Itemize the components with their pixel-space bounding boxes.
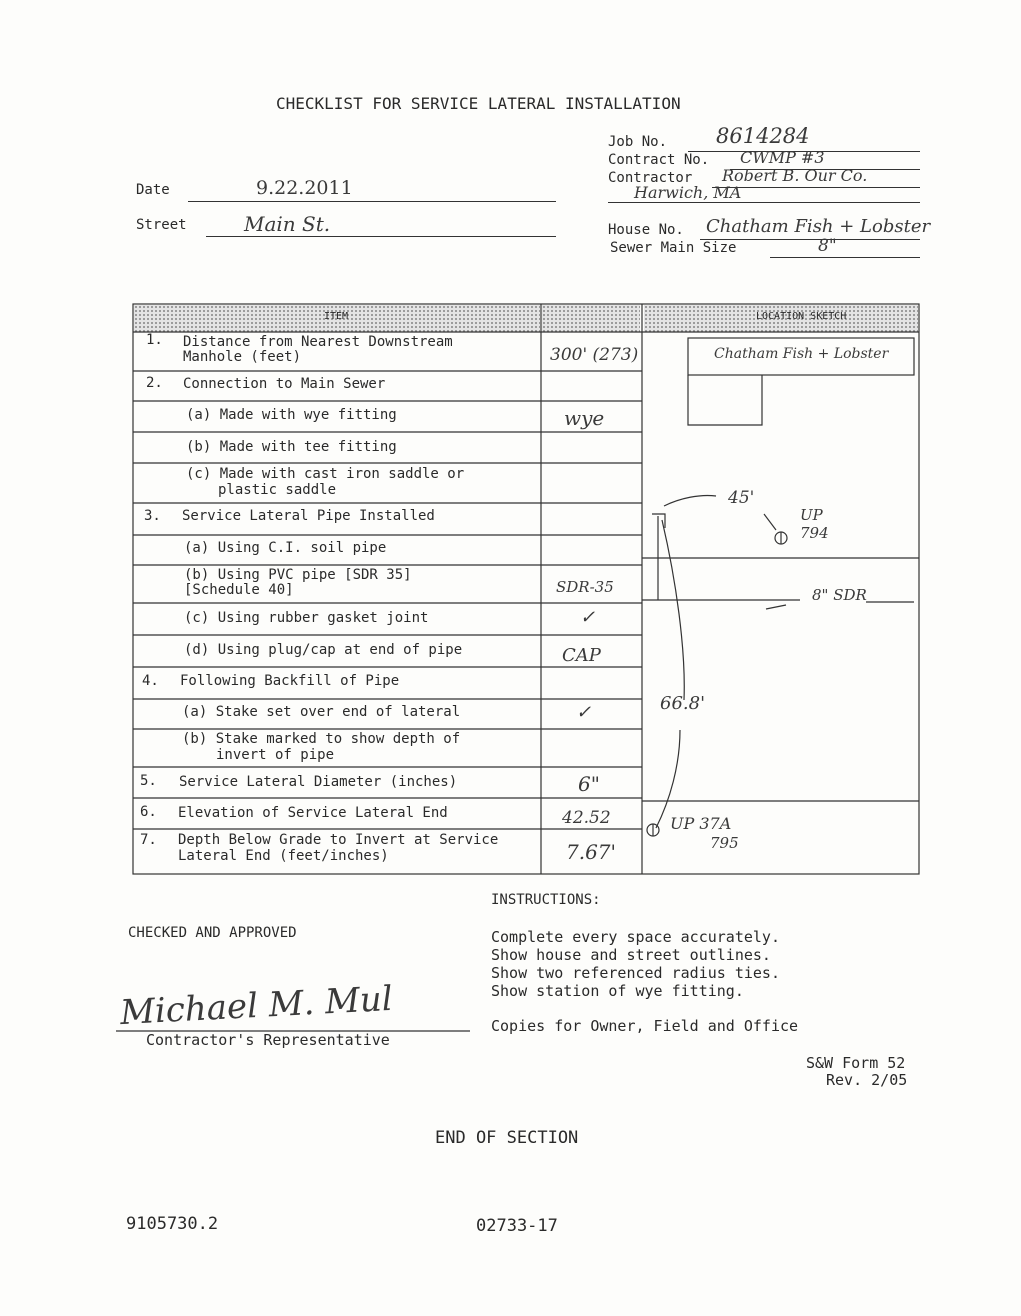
row-1-num: 1. [146, 332, 163, 348]
row-2-num: 2. [146, 375, 163, 391]
instruction-line-2: Show house and street outlines. [491, 946, 771, 964]
sketch-up-37a: UP 37A [670, 814, 732, 833]
end-of-section: END OF SECTION [435, 1128, 579, 1148]
sketch-dim-45: 45' [728, 488, 755, 508]
instructions-heading: INSTRUCTIONS: [491, 892, 601, 908]
row-3b-text-2: [Schedule 40] [184, 582, 294, 598]
sketch-up-794: UP 794 [800, 506, 829, 542]
page-title: CHECKLIST FOR SERVICE LATERAL INSTALLATION [276, 94, 681, 113]
contractor-label: Contractor [608, 170, 693, 186]
sketch-building-label: Chatham Fish + Lobster [714, 346, 889, 362]
sketch-dim-668: 66.8' [660, 693, 706, 714]
rep-label: Contractor's Representative [146, 1031, 390, 1049]
sketch-up-37a-sub: 795 [710, 834, 739, 852]
row-5-text: Service Lateral Diameter (inches) [179, 774, 458, 790]
row-5-num: 5. [140, 773, 157, 789]
row-4b-text: (b) Stake marked to show depth of [182, 731, 461, 747]
contract-no-value: CWMP #3 [740, 148, 825, 167]
row-1-text: Distance from Nearest Downstream [183, 334, 453, 350]
house-no-label: House No. [608, 222, 684, 238]
item-header: ITEM [324, 311, 349, 322]
row-5-value: 6" [578, 772, 600, 796]
form-id: S&W Form 52 [806, 1054, 906, 1072]
house-no-value: Chatham Fish + Lobster [706, 216, 931, 237]
row-6-num: 6. [140, 804, 157, 820]
date-label: Date [136, 182, 170, 198]
job-no-label: Job No. [608, 134, 668, 150]
row-3d-value: CAP [562, 645, 601, 666]
row-7-value: 7.67' [566, 840, 617, 864]
table-outer-border [133, 304, 919, 874]
tie-line-3 [764, 514, 776, 530]
sketch-pipe-label: 8" SDR [812, 586, 867, 604]
row-3-text: Service Lateral Pipe Installed [182, 508, 435, 524]
signature: Michael M. Mul [119, 978, 394, 1034]
row-3-num: 3. [144, 508, 161, 524]
row-7-text: Depth Below Grade to Invert at Service [178, 832, 499, 848]
row-1-value: 300' (273) [550, 345, 639, 365]
street-value: Main St. [244, 212, 331, 236]
row-4-text: Following Backfill of Pipe [180, 673, 400, 689]
row-2c-text: (c) Made with cast iron saddle or [186, 466, 465, 482]
contractor-location: Harwich, MA [634, 183, 742, 202]
row-3d-text: (d) Using plug/cap at end of pipe [184, 642, 463, 658]
row-6-text: Elevation of Service Lateral End [178, 805, 448, 821]
instruction-copies: Copies for Owner, Field and Office [491, 1017, 799, 1035]
tie-arc [664, 495, 716, 506]
sketch-header: LOCATION SKETCH [756, 311, 847, 322]
row-6-value: 42.52 [562, 808, 611, 828]
row-3a-text: (a) Using C.I. soil pipe [184, 540, 387, 556]
row-4a-text: (a) Stake set over end of lateral [182, 704, 461, 720]
row-4-num: 4. [142, 673, 159, 689]
date-value: 9.22.2011 [256, 177, 353, 199]
row-3c-text: (c) Using rubber gasket joint [184, 610, 429, 626]
form-rev: Rev. 2/05 [826, 1071, 908, 1089]
instruction-line-3: Show two referenced radius ties. [491, 964, 780, 982]
row-2b-text: (b) Made with tee fitting [186, 439, 397, 455]
footer-center: 02733-17 [476, 1216, 558, 1236]
row-4b-text-2: invert of pipe [216, 747, 335, 763]
row-2-text: Connection to Main Sewer [183, 376, 386, 392]
pipe-arrow [766, 605, 786, 609]
job-no-value: 8614284 [716, 124, 810, 148]
row-1-text-2: Manhole (feet) [183, 349, 302, 365]
tie-line-1 [662, 520, 684, 700]
row-3b-value: SDR-35 [556, 578, 614, 596]
contractor-value: Robert B. Our Co. [722, 166, 868, 185]
footer-left: 9105730.2 [126, 1214, 219, 1234]
row-3b-text: (b) Using PVC pipe [SDR 35] [184, 567, 412, 583]
building-wing [688, 375, 762, 425]
row-4a-value: ✓ [576, 702, 592, 723]
approval-label: CHECKED AND APPROVED [128, 925, 297, 941]
row-7-text-2: Lateral End (feet/inches) [178, 848, 389, 864]
row-2a-value: wye [564, 406, 605, 430]
row-2c-text-2: plastic saddle [218, 482, 337, 498]
row-2a-text: (a) Made with wye fitting [186, 407, 397, 423]
instruction-line-4: Show station of wye fitting. [491, 982, 744, 1000]
sewer-main-value: 8" [818, 236, 837, 256]
row-3c-value: ✓ [580, 607, 596, 628]
contract-no-label: Contract No. [608, 152, 710, 168]
sewer-main-label: Sewer Main Size [610, 240, 737, 256]
street-label: Street [136, 217, 187, 233]
instruction-line-1: Complete every space accurately. [491, 928, 780, 946]
row-7-num: 7. [140, 832, 157, 848]
